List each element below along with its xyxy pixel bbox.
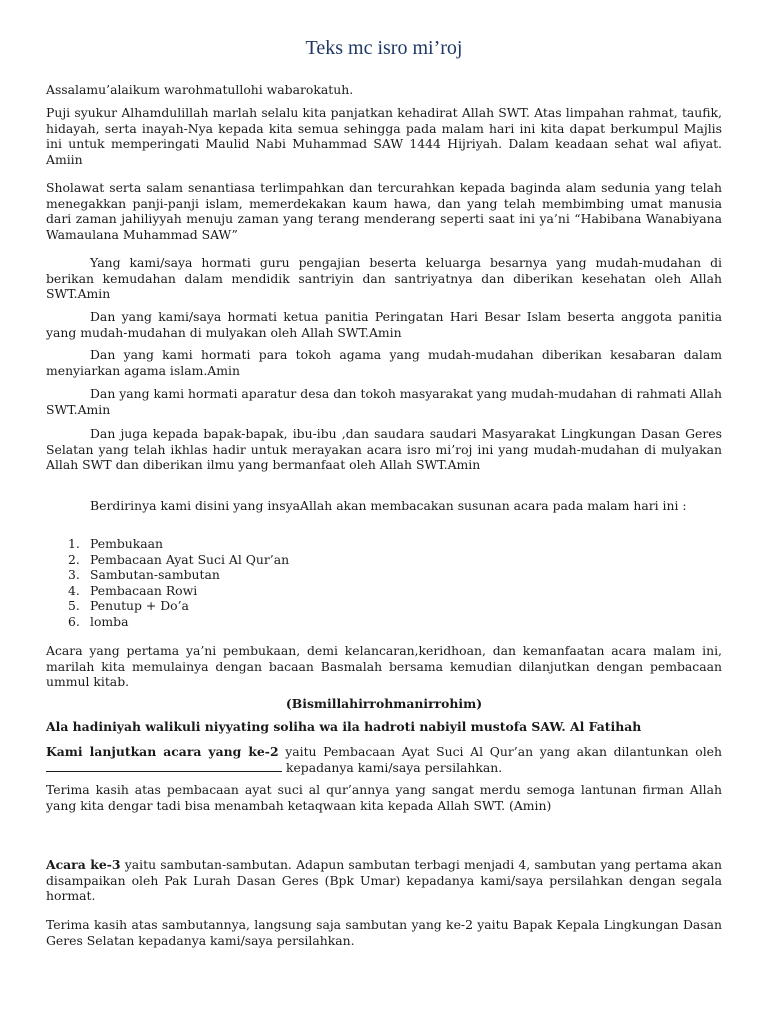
paragraph-tokoh: Dan yang kami hormati para tokoh agama yang mudah-mudahan diberikan kesabaran dalam menyiarkan agama islam.Amin: [46, 347, 722, 378]
list-item: 3. Sambutan-sambutan: [68, 567, 220, 583]
acara-ke3-heading: Acara ke-3: [46, 857, 121, 872]
list-item: 5. Penutup + Do’a: [68, 598, 189, 614]
paragraph-terima-kasih-2: Terima kasih atas sambutannya, langsung saja sambutan yang ke-2 yaitu Bapak Kepala Lingkungan Dasan Geres Selatan kepadanya kami/saya persilahkan.: [46, 917, 722, 948]
paragraph-puji: Puji syukur Alhamdulillah marlah selalu kita panjatkan kehadirat Allah SWT. Atas limpahan rahmat, taufik, hidayah, serta inayah-Nya kepada kita semua sehingga pada malam hari ini kita dapat berkumpul Majlis ini untuk memperingati Maulid Nabi Muhammad SAW 1444 Hijriyah. Dalam keadaan sehat wal afiyat. Amiin: [46, 105, 722, 167]
paragraph-berdiri: Berdirinya kami disini yang insyaAllah akan membacakan susunan acara pada malam hari ini :: [90, 498, 687, 513]
paragraph-acara-ke2: Kami lanjutkan acara yang ke-2 yaitu Pembacaan Ayat Suci Al Qur’an yang akan dilantunkan oleh kepadanya kami/saya persilahkan.: [46, 744, 722, 775]
document-title: Teks mc isro mi’roj: [305, 37, 463, 59]
paragraph-ketua: Dan yang kami/saya hormati ketua panitia Peringatan Hari Besar Islam beserta anggota panitia yang mudah-mudahan di mulyakan oleh Allah SWT.Amin: [46, 309, 722, 340]
list-item: 6. lomba: [68, 613, 129, 629]
paragraph-terima-kasih-1: Terima kasih atas pembacaan ayat suci al qur’annya yang sangat merdu semoga lantunan firman Allah yang kita dengar tadi bisa menambah ketaqwaan kita kepada Allah SWT. (Amin): [46, 782, 722, 813]
acara-ke2-heading: Kami lanjutkan acara yang ke-2: [46, 744, 279, 759]
paragraph-sholawat: Sholawat serta salam senantiasa terlimpahkan dan tercurahkan kepada baginda alam sedunia yang telah menegakkan panji-panji islam, memerdekakan kaum hawa, dan yang telah membimbing umat manusia dari zaman jahiliyyah menuju zaman yang terang menderang seperti saat ini ya’ni “Habibana Wanabiyana Wamaulana Muhammad SAW”: [46, 180, 722, 242]
agenda-list: [46, 536, 289, 630]
paragraph-fatihah: Ala hadiniyah walikuli niyyating soliha wa ila hadroti nabiyil mustofa SAW. Al Fatihah: [46, 719, 642, 734]
paragraph-masyarakat: Dan juga kepada bapak-bapak, ibu-ibu ,dan saudara saudari Masyarakat Lingkungan Dasan Geres Selatan yang telah ikhlas hadir untuk merayakan acara isro mi’roj ini yang mudah-mudahan di mulyakan Allah SWT dan diberikan ilmu yang bermanfaat oleh Allah SWT.Amin: [46, 426, 722, 473]
list-item: 1. Pembukaan: [68, 536, 164, 551]
paragraph-pembukaan: Acara yang pertama ya’ni pembukaan, demi kelancaran,keridhoan, dan kemanfaatan acara malam ini, marilah kita memulainya dengan bacaan Basmalah bersama kemudian dilanjutkan dengan pembacaan ummul kitab.: [46, 643, 722, 690]
paragraph-salam: Assalamu’alaikum warohmatullohi wabarokatuh.: [46, 82, 354, 97]
paragraph-bismillah: (Bismillahirrohmanirrohim): [285, 696, 483, 711]
paragraph-aparatur: Dan yang kami hormati aparatur desa dan tokoh masyarakat yang mudah-mudahan di rahmati Allah SWT.Amin: [46, 386, 722, 417]
blank-line: [46, 760, 282, 772]
paragraph-guru: Yang kami/saya hormati guru pengajian beserta keluarga besarnya yang mudah-mudahan di berikan kemudahan dalam mendidik santriyin dan santriyatnya dan diberikan kesehatan oleh Allah SWT.Amin: [46, 255, 722, 302]
list-item: 2. Pembacaan Ayat Suci Al Qur’an: [68, 551, 290, 567]
list-item: 4. Pembacaan Rowi: [68, 582, 198, 598]
paragraph-acara-ke3: Acara ke-3 yaitu sambutan-sambutan. Adapun sambutan terbagi menjadi 4, sambutan yang pertama akan disampaikan oleh Pak Lurah Dasan Geres (Bpk Umar) kepadanya kami/saya persilahkan dengan segala hormat.: [46, 857, 722, 904]
